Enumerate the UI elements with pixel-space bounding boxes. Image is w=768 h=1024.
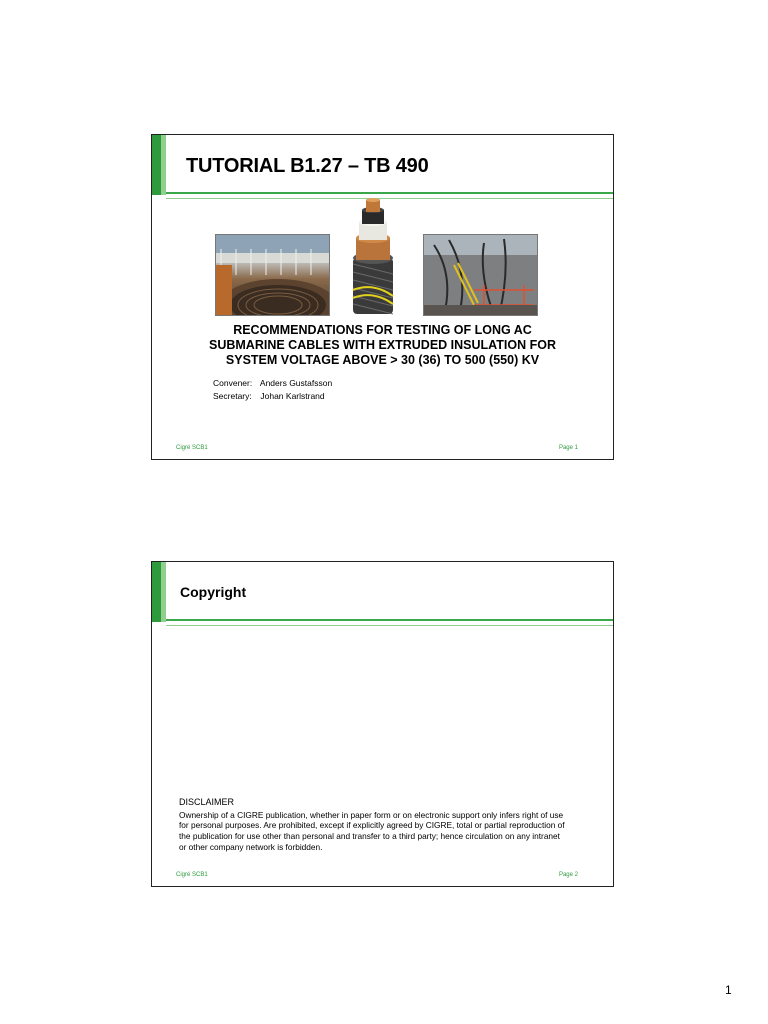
- slide-footer-page: Page 1: [558, 445, 578, 451]
- slide-accent-bar: [152, 562, 166, 622]
- cable-cross-section: [347, 198, 399, 318]
- slide-title: Copyright: [180, 584, 247, 600]
- subtitle-line: RECOMMENDATIONS FOR TESTING OF LONG AC: [233, 323, 532, 337]
- disclaimer-line: for personal purposes. Are prohibited, except if explicitly agreed by CIGRE, total or partial reproduction of: [179, 820, 565, 831]
- slide-footer-page: Page 2: [558, 872, 578, 878]
- disclaimer-line: or other company network is forbidden.: [179, 841, 323, 852]
- page-number: 1: [725, 983, 732, 997]
- convener-row: [213, 377, 332, 390]
- slide-2: [151, 561, 614, 887]
- credits: [213, 377, 332, 402]
- title-divider: [166, 619, 613, 626]
- subtitle-line: SUBMARINE CABLES WITH EXTRUDED INSULATION FOR: [209, 338, 556, 352]
- cable-ship-photo: [215, 234, 330, 316]
- slide-1: [151, 134, 614, 460]
- credit-name: Johan Karlstrand: [260, 390, 325, 401]
- credit-name: Anders Gustafsson: [259, 378, 333, 388]
- credit-label: Convener:: [213, 378, 253, 388]
- disclaimer-line: the publication for use other than personal and transfer to a third party; hence circulation on any intranet: [179, 831, 560, 842]
- slide-subtitle: [192, 323, 573, 368]
- slide-footer-org: Cigré SCB1: [176, 445, 208, 451]
- credit-label: Secretary:: [213, 390, 252, 401]
- disclaimer: [179, 797, 604, 853]
- disclaimer-heading: DISCLAIMER: [179, 797, 235, 807]
- disclaimer-line: Ownership of a CIGRE publication, whether in paper form or on electronic support only infers right of use: [179, 809, 564, 820]
- slide-title: TUTORIAL B1.27 – TB 490: [186, 155, 429, 177]
- secretary-row: [213, 390, 332, 403]
- subtitle-line: SYSTEM VOLTAGE ABOVE > 30 (36) TO 500 (550) KV: [225, 353, 540, 367]
- slide-footer-org: Cigré SCB1: [176, 872, 208, 878]
- cable-test-setup-photo: [423, 234, 538, 316]
- slide-accent-bar: [152, 135, 166, 195]
